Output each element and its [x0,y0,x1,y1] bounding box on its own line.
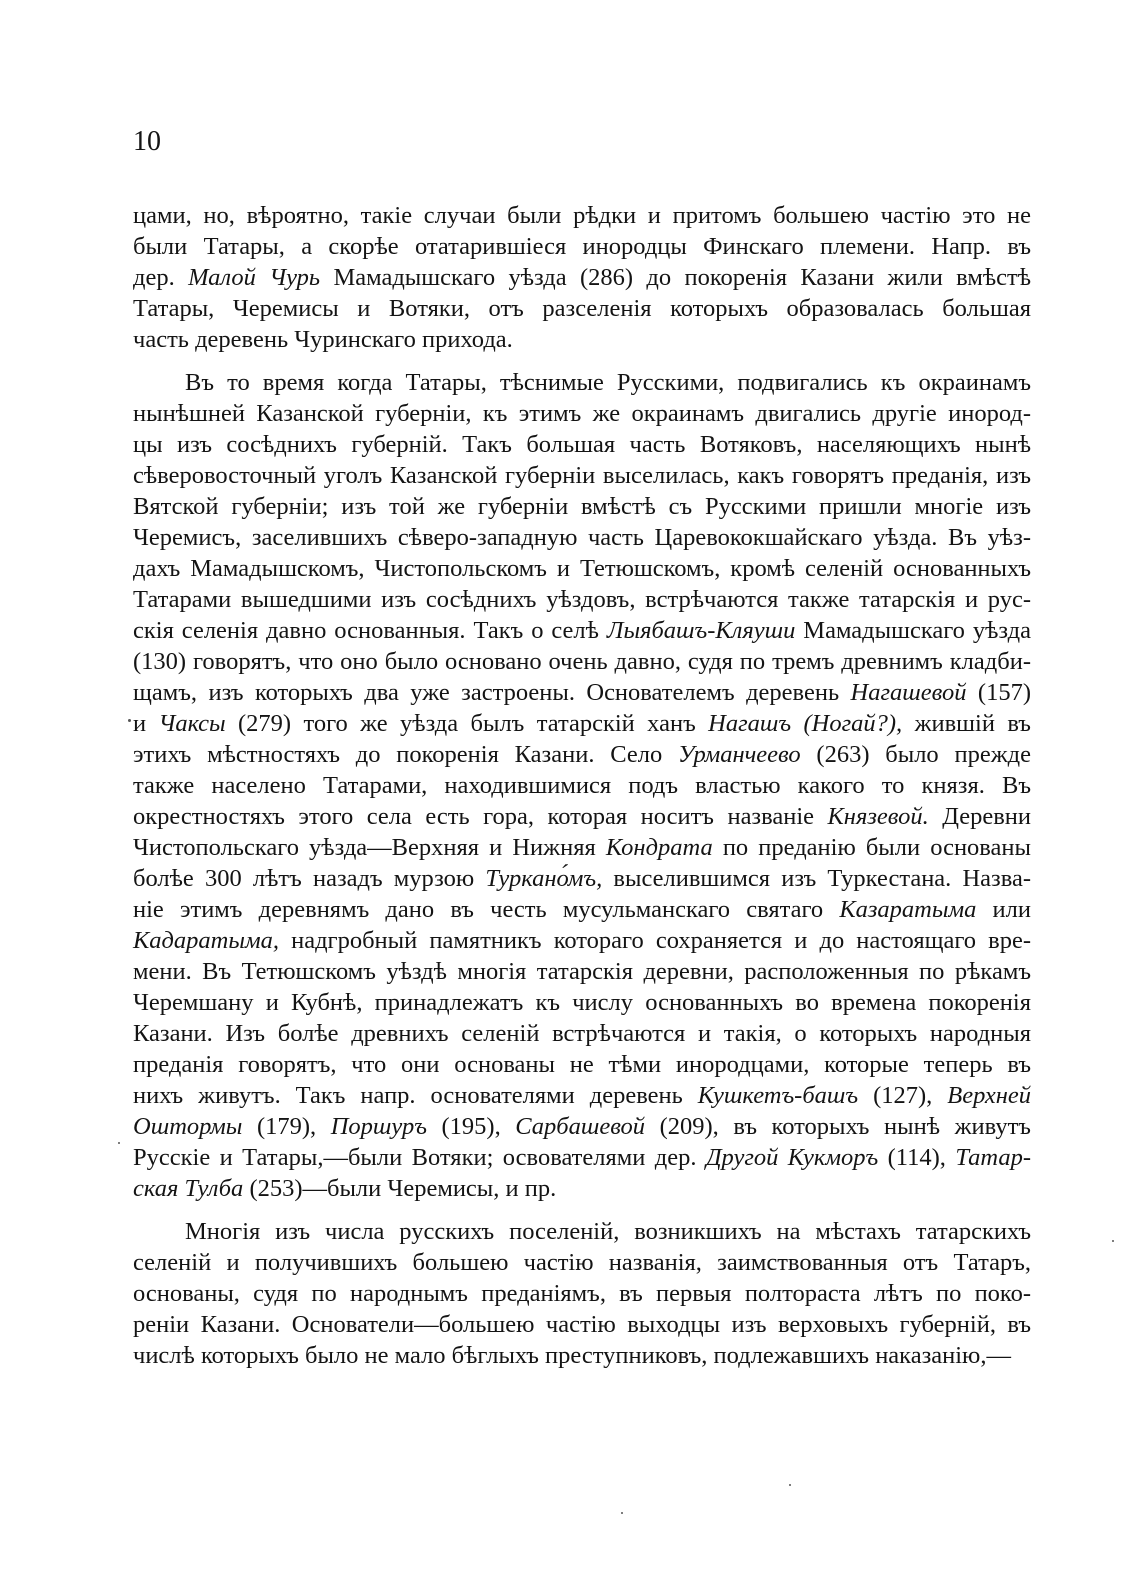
text-run: (157) [966,679,1031,706]
text-run: (127), [858,1082,948,1109]
text-line [133,832,1031,863]
text-run: Вятской губерніи; изъ той же губерніи вмѣстѣ съ Русскими пришли многіе изъ [133,493,1031,520]
text-run: реніи Казани. Основатели—большею частію выходцы изъ верховыхъ губерній, въ [133,1311,1031,1338]
text-run: мени. Въ Тетюшскомъ уѣздѣ многія татарскія деревни, расположенныя по рѣкамъ [133,958,1031,985]
page-number: 10 [133,126,161,157]
text-run: Татарами вышедшими изъ сосѣднихъ уѣздовъ, встрѣчаются также татарскія и рус- [133,586,1031,613]
text-run: окрестностяхъ этого села есть гора, которая носитъ названіе [133,803,828,830]
text-run: (253)—были Черемисы, и пр. [243,1175,557,1202]
text-run: нихъ живутъ. Такъ напр. основателями деревень [133,1082,698,1109]
text-line [133,553,1031,584]
italic-place-name: Чаксы [158,710,226,737]
text-line [133,708,1031,739]
paragraph [133,367,1031,1204]
text-line [133,491,1031,522]
text-run: Татары, Черемисы и Вотяки, отъ разселенія которыхъ образовалась большая [133,295,1031,322]
text-run: (263) было прежде [800,741,1031,768]
italic-place-name: Другой Кукморъ [705,1144,879,1171]
text-run: дахъ Мамадышскомъ, Чистопольскомъ и Тетюшскомъ, кромѣ селеній основанныхъ [133,555,1031,582]
italic-place-name: Поршуръ [330,1113,427,1140]
italic-place-name: Лыябашъ-Кляуши [606,617,796,644]
italic-place-name: Казаратыма [839,896,977,923]
text-line [133,262,1031,293]
text-line [133,324,1031,355]
text-line [133,801,1031,832]
text-run: часть деревень Чуринскаго прихода. [133,326,513,353]
text-line [133,1111,1031,1142]
text-run: Черемисъ, заселившихъ сѣверо-западную часть Царевококшайскаго уѣзда. Въ уѣз- [133,524,1031,551]
text-run: Деревни [928,803,1031,830]
italic-place-name: Князевой. [827,803,929,830]
text-run: выселившимся изъ Туркестана. Назва- [602,865,1032,892]
text-line [133,956,1031,987]
text-run: надгробный памятникъ котораго сохраняется и до настоящаго вре- [278,927,1031,954]
print-speck [1112,1240,1114,1242]
italic-place-name: Нагашъ (Ногай?), [708,710,903,737]
print-speck [621,1512,623,1514]
text-run: (130) говорятъ, что оно было основано очень давно, судя по тремъ древнимъ кладби- [133,648,1031,675]
text-run: селеній и получившихъ большею частію названія, заимствованныя отъ Татаръ, [133,1249,1031,1276]
text-line [133,1340,1031,1371]
text-run: преданія говорятъ, что они основаны не тѣми инородцами, которые теперь въ [133,1051,1031,1078]
text-run: (114), [878,1144,956,1171]
text-line [133,646,1031,677]
italic-place-name: Сарбашевой [515,1113,646,1140]
print-speck [128,719,131,722]
text-line [133,1309,1031,1340]
text-run: Мамадышскаго уѣзда [795,617,1031,644]
text-run: дер. [133,264,189,291]
text-run: нынѣшней Казанской губерніи, къ этимъ же окраинамъ двигались другіе инород- [133,400,1031,427]
italic-place-name: Верхней [947,1082,1031,1109]
paragraph [133,200,1031,355]
text-run: по преданію были основаны [712,834,1031,861]
text-run: Казани. Изъ болѣе древнихъ селеній встрѣчаются и такія, о которыхъ народныя [133,1020,1031,1047]
italic-place-name: Урманчеево [678,741,801,768]
text-run: цами, но, вѣроятно, такіе случаи были рѣдки и притомъ большею частію это не [133,202,1031,229]
text-run: щамъ, изъ которыхъ два уже застроены. Основателемъ деревень [133,679,851,706]
text-line [133,1018,1031,1049]
text-line [133,367,1031,398]
paragraph [133,1216,1031,1371]
italic-place-name: Туркано́мъ, [485,865,603,892]
italic-place-name: Кондрата [605,834,713,861]
text-run: также населено Татарами, находившимися подъ властью какого то князя. Въ [133,772,1031,799]
text-run: Многія изъ числа русскихъ поселеній, возникшихъ на мѣстахъ татарскихъ [185,1218,1031,1245]
text-run: (279) того же уѣзда былъ татарскій ханъ [225,710,709,737]
text-run: жившій въ [902,710,1031,737]
text-line [133,863,1031,894]
text-run: Русскіе и Татары,—были Вотяки; освователями дер. [133,1144,706,1171]
text-run: Въ то время когда Татары, тѣснимые Русскими, подвигались къ окраинамъ [185,369,1031,396]
text-line [133,925,1031,956]
italic-place-name: Кушкетъ-башъ [697,1082,859,1109]
text-run: числѣ которыхъ было не мало бѣглыхъ преступниковъ, подлежавшихъ наказанію,— [133,1342,1011,1369]
text-run: или [976,896,1031,923]
text-line [133,584,1031,615]
italic-place-name: Нагашевой [850,679,967,706]
text-line [133,398,1031,429]
text-line [133,460,1031,491]
body-text [133,200,1031,1371]
text-run: были Татары, а скорѣе отатарившіеся инородцы Финскаго племени. Напр. въ [133,233,1031,260]
italic-place-name: Кадаратыма, [133,927,279,954]
print-speck [789,1484,791,1486]
text-run: Мамадышскаго уѣзда (286) до покоренія Казани жили вмѣстѣ [320,264,1032,291]
text-run: и [133,710,159,737]
text-line [133,894,1031,925]
text-line [133,1173,1031,1204]
text-run: Чистопольскаго уѣзда—Верхняя и Нижняя [133,834,606,861]
italic-place-name: Оштормы [133,1113,243,1140]
text-run: скія селенія давно основанныя. Такъ о селѣ [133,617,607,644]
text-line [133,231,1031,262]
text-line [133,1080,1031,1111]
text-run: (195), [426,1113,516,1140]
text-line [133,739,1031,770]
text-line [133,615,1031,646]
text-run: Черемшану и Кубнѣ, принадлежатъ къ числу основанныхъ во времена покоренія [133,989,1031,1016]
text-line [133,1216,1031,1247]
text-line [133,1142,1031,1173]
text-run: сѣверовосточный уголъ Казанской губерніи выселилась, какъ говорятъ преданія, изъ [133,462,1031,489]
italic-place-name: ская Тулба [133,1175,244,1202]
text-run: цы изъ сосѣднихъ губерній. Такъ большая часть Вотяковъ, населяющихъ нынѣ [133,431,1031,458]
italic-place-name: Татар- [955,1144,1031,1171]
text-line [133,770,1031,801]
text-line [133,1247,1031,1278]
text-line [133,1049,1031,1080]
text-line [133,1278,1031,1309]
text-run: (179), [242,1113,331,1140]
text-line [133,522,1031,553]
text-line [133,987,1031,1018]
text-line [133,200,1031,231]
text-run: (209), въ которыхъ нынѣ живутъ [645,1113,1031,1140]
text-line [133,429,1031,460]
text-run: этихъ мѣстностяхъ до покоренія Казани. Село [133,741,679,768]
print-speck [118,1142,120,1144]
italic-place-name: Малой Чурь [188,264,321,291]
text-run: ніе этимъ деревнямъ дано въ честь мусульманскаго святаго [133,896,840,923]
text-line [133,293,1031,324]
text-run: болѣе 300 лѣтъ назадъ мурзою [133,865,486,892]
text-run: основаны, судя по народнымъ преданіямъ, въ первыя полтораста лѣтъ по поко- [133,1280,1031,1307]
text-line [133,677,1031,708]
